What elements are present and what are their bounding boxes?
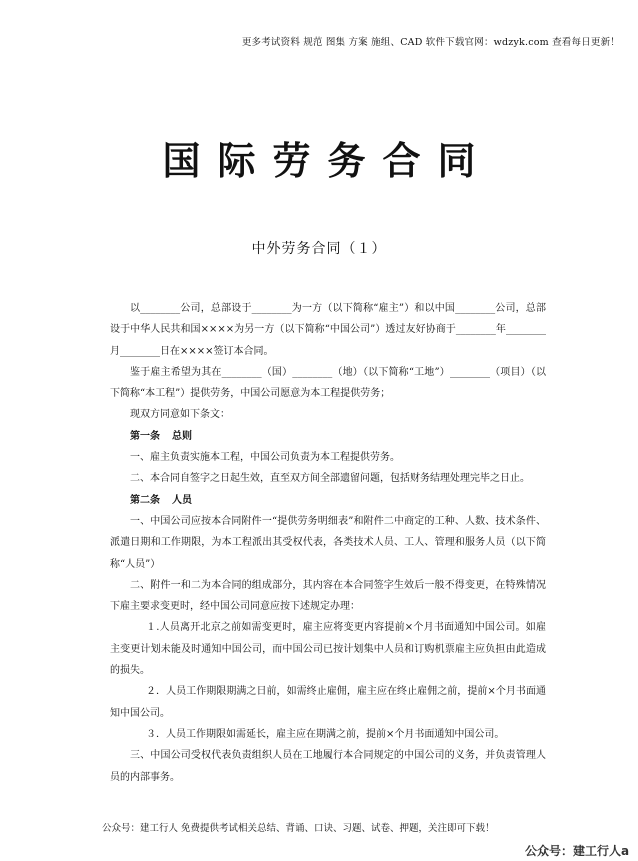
watermark: 公众号：建工行人a xyxy=(525,844,630,858)
page-footer: 公众号：建工行人 免费提供考试相关总结、背诵、口诀、习题、试卷、押题，关注即可下载！ xyxy=(102,823,495,834)
section-title: 人员 xyxy=(172,494,192,506)
clause-2-2-item-2: ２．人员工作期限期满之日前，如需终止雇佣，雇主应在终止雇佣之前，提前×个月书面通知中国公司。 xyxy=(110,686,546,719)
document-subtitle: 中外劳务合同（１） xyxy=(251,241,387,257)
section-heading-1 xyxy=(110,426,546,447)
paragraph-whereas: 鉴于雇主希望为其在________（国）________（地）（以下简称“工地”）________（项目）（以下简称“本工程”）提供劳务，中国公司愿意为本工程提供劳务； xyxy=(110,366,546,400)
section-number: 第一条 xyxy=(130,430,160,442)
page-header: 更多考试资料 规范 图集 方案 施组、CAD 软件下载官网：wdzyk.com 查看每日更新！ xyxy=(241,37,620,48)
contract-body xyxy=(110,298,546,788)
clause-2-2-item-3: ３．人员工作期限如需延长，雇主应在期满之前，提前×个月书面通知中国公司。 xyxy=(146,728,505,740)
paragraph-preamble: 以________公司，总部设于________为一方（以下简称“雇主”）和以中国________公司，总部设于中华人民共和国××××为另一方（以下简称“中国公司”）透过友好协商于________年________月________日在××××签订本合同。 xyxy=(110,303,546,357)
section-heading-2 xyxy=(110,490,546,511)
section-title: 总则 xyxy=(172,430,192,442)
section-number: 第二条 xyxy=(130,494,160,506)
clause-1-1: 一、雇主负责实施本工程，中国公司负责为本工程提供劳务。 xyxy=(130,452,400,464)
clause-1-2: 二、本合同自签字之日起生效，直至双方间全部遗留问题，包括财务结理处理完毕之日止。 xyxy=(130,473,530,485)
clause-2-1: 一、中国公司应按本合同附件一“提供劳务明细表”和附件二中商定的工种、人数、技术条件、派遣日期和工作期限，为本工程派出其受权代表，各类技术人员、工人、管理和服务人员（以下简称“人员”） xyxy=(110,515,546,570)
clause-2-3: 三、中国公司受权代表负责组织人员在工地履行本合同规定的中国公司的义务，并负责管理人员的内部事务。 xyxy=(110,750,546,783)
clause-2-2-item-1: １.人员离开北京之前如需变更时，雇主应将变更内容提前×个月书面通知中国公司。如雇主变更计划未能及时通知中国公司，而中国公司已按计划集中人员和订购机票雇主应负担由此造成的损失。 xyxy=(110,622,546,677)
document-title: 国际劳务合同 xyxy=(162,138,493,183)
clause-2-2: 二、附件一和二为本合同的组成部分，其内容在本合同签字生效后一般不得变更，在特殊情况下雇主要求变更时，经中国公司同意应按下述规定办理： xyxy=(110,579,546,613)
paragraph-agree: 现双方同意如下条文： xyxy=(130,409,230,421)
